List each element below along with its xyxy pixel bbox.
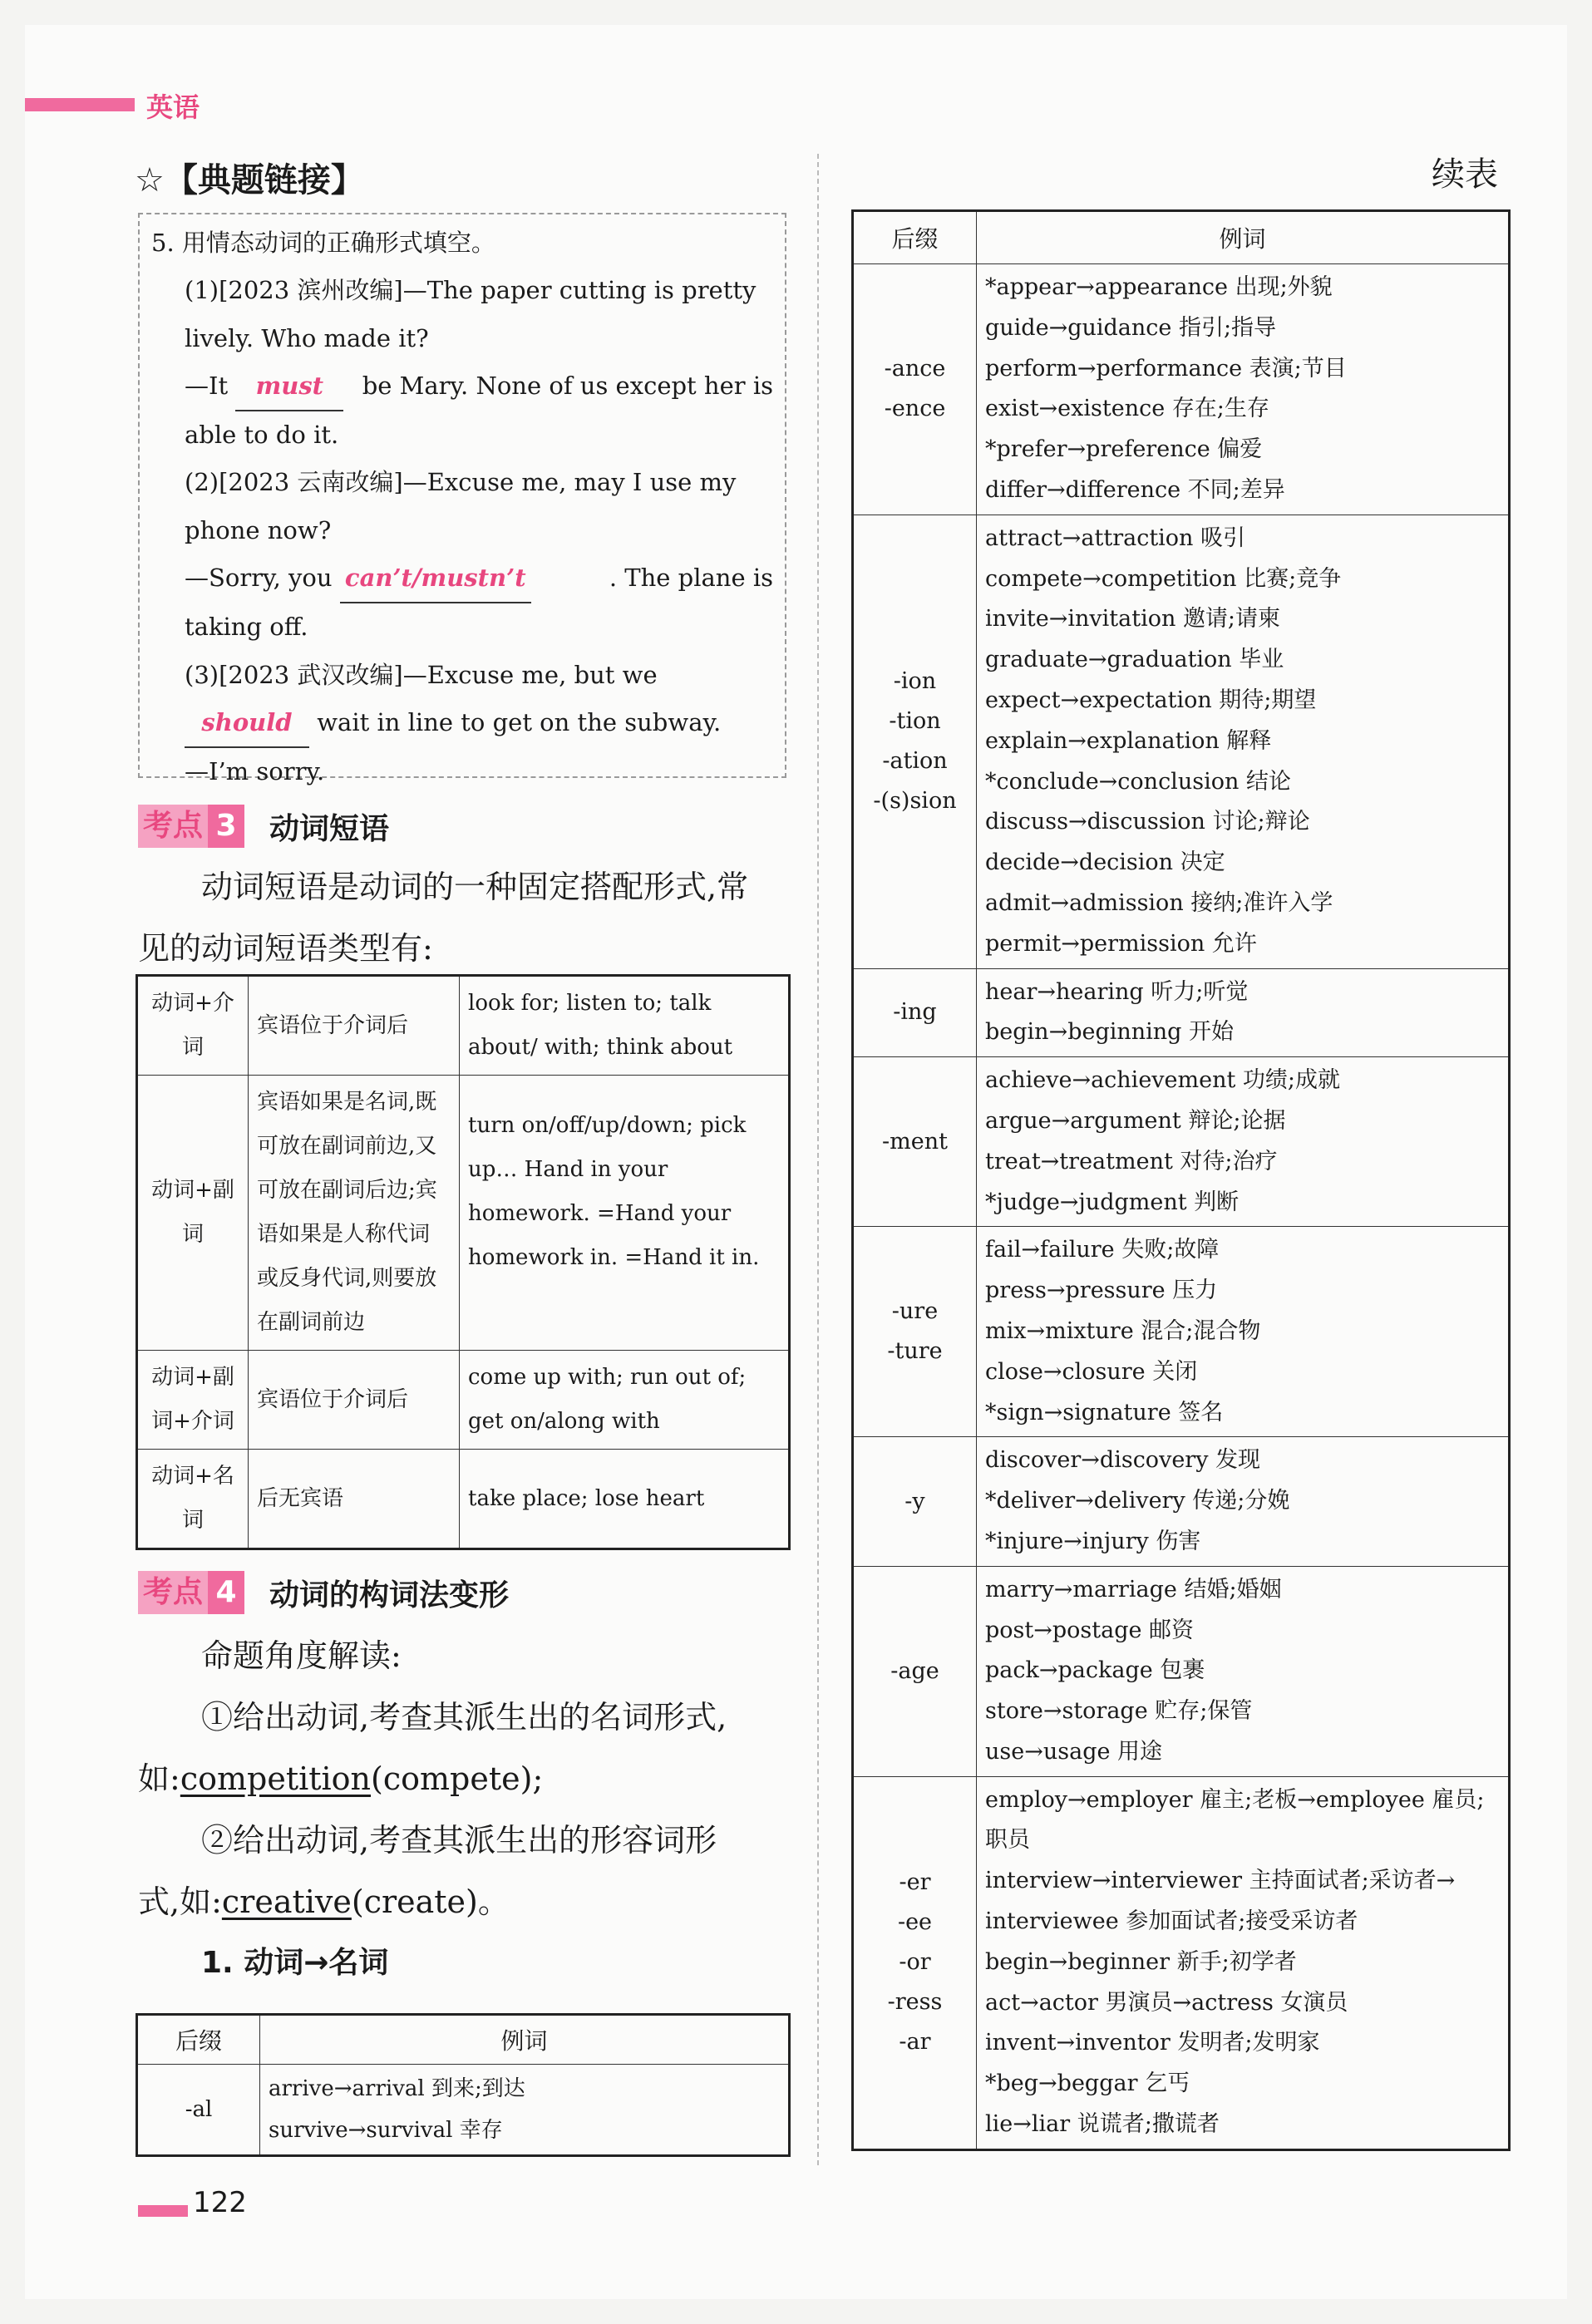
page-number: 122: [193, 2186, 247, 2219]
example: decide→decision 决定: [985, 849, 1225, 876]
table-row: [853, 968, 1510, 1057]
example: invent→inventor 发明者;发明家: [985, 2030, 1320, 2056]
exercise-line: able to do it.: [185, 421, 339, 450]
cell-examples: [977, 1437, 1510, 1566]
intro-line: 动词短语是动词的一种固定搭配形式,常: [201, 869, 749, 905]
example: discover→discovery 发现: [985, 1447, 1261, 1474]
example: differ→difference 不同;差异: [985, 476, 1285, 503]
exercise-line: [151, 554, 773, 603]
example: attract→attraction 吸引: [985, 524, 1246, 551]
example: admit→admission 接纳;准许入学: [985, 889, 1333, 916]
cell-examples: [977, 1566, 1510, 1776]
example: argue→argument 辩论;论据: [985, 1107, 1286, 1134]
example: act→actor 男演员→actress 女演员: [985, 1989, 1348, 2016]
example: hear→hearing 听力;听觉: [985, 978, 1249, 1005]
example: use→usage 用途: [985, 1738, 1163, 1765]
exercise-line: (1)[2023 滨州改编]—The paper cutting is pretty: [185, 276, 757, 305]
table-row: [137, 2065, 790, 2156]
cell-examples: [977, 264, 1510, 515]
cell-examples: [977, 968, 1510, 1057]
answer-blank: should: [185, 699, 309, 748]
example: *injure→injury 伤害: [985, 1528, 1201, 1554]
example: interview→interviewer 主持面试者;采访者→: [985, 1868, 1456, 1894]
underlined-answer: competition: [180, 1760, 372, 1797]
cell-suffix: -ure -ture: [853, 1227, 977, 1437]
section-number: 4: [208, 1571, 244, 1614]
example: *deliver→delivery 传递;分娩: [985, 1488, 1290, 1514]
exercise-line: phone now?: [185, 515, 332, 544]
text: be Mary. None of us except her is: [362, 371, 773, 400]
section-3-header: [138, 805, 389, 848]
table-header: [137, 2015, 790, 2065]
cell-rule: 后无宾语: [249, 1450, 460, 1549]
cell-type: 动词+介词: [137, 976, 249, 1076]
cell-examples: [977, 1227, 1510, 1437]
answer-blank: can’t/mustn’t: [340, 554, 531, 603]
header-suffix: 后缀: [137, 2015, 260, 2065]
section-title: 动词的构词法变形: [269, 1578, 510, 1613]
cell-suffix: -er -ee -or -ress -ar: [853, 1776, 977, 2149]
cell-suffix: -ment: [853, 1057, 977, 1227]
table-row: [853, 1566, 1510, 1776]
table-row: [853, 1776, 1510, 2149]
example: explain→explanation 解释: [985, 727, 1272, 754]
example: begin→beginner 新手;初学者: [985, 1948, 1297, 1975]
example: invite→invitation 邀请;请柬: [985, 606, 1281, 633]
example: survive→survival 幸存: [269, 2118, 503, 2143]
example: perform→performance 表演;节目: [985, 355, 1347, 382]
section-title: 动词短语: [269, 811, 390, 846]
header-examples: 例词: [260, 2015, 790, 2065]
cell-examples: [977, 1057, 1510, 1227]
text: wait in line to get on the subway.: [317, 707, 722, 736]
text: —It: [185, 371, 229, 400]
cell-example: turn on/off/up/down; pick up… Hand in your homework. =Hand your homework in. =Hand it in.: [460, 1076, 790, 1351]
footer-bar: [138, 2205, 188, 2217]
table-row: [853, 264, 1510, 515]
example: employ→employer 雇主;老板→employee 雇员;: [985, 1786, 1485, 1813]
exercise-line: —I’m sorry.: [185, 757, 325, 786]
intro-line: 见的动词短语类型有:: [138, 930, 433, 967]
cell-suffix: -al: [137, 2065, 260, 2156]
underlined-answer: creative: [221, 1883, 352, 1920]
example: compete→competition 比赛;竞争: [985, 565, 1342, 592]
exercise-line: lively. Who made it?: [185, 323, 429, 352]
exercise-line: (3)[2023 武汉改编]—Excuse me, but we: [185, 660, 658, 689]
example: marry→marriage 结婚;婚姻: [985, 1576, 1282, 1603]
example: interviewee 参加面试者;接受采访者: [985, 1908, 1358, 1935]
example: arrive→arrival 到来;到达: [269, 2076, 525, 2101]
example: lie→liar 说谎者;撒谎者: [985, 2111, 1220, 2138]
example: 职员: [985, 1827, 1030, 1854]
table-row: [137, 1076, 790, 1351]
table-header: [853, 211, 1510, 264]
example: exist→existence 存在;生存: [985, 396, 1269, 422]
exercise-line: [151, 699, 773, 748]
example: achieve→achievement 功绩;成就: [985, 1067, 1341, 1094]
cell-suffix: -y: [853, 1437, 977, 1566]
link-title: ☆【典题链接】: [135, 161, 364, 199]
table-row: [137, 1351, 790, 1450]
section-4-text: [138, 1625, 795, 1994]
header-bar: [25, 98, 135, 111]
example: *conclude→conclusion 结论: [985, 768, 1291, 795]
cell-example: look for; listen to; talk about/ with; think about: [460, 976, 790, 1076]
text-line: [138, 1871, 795, 1933]
cell-example: come up with; run out of; get on/along with: [460, 1351, 790, 1450]
example: treat→treatment 对待;治疗: [985, 1148, 1278, 1174]
example: pack→package 包裹: [985, 1657, 1205, 1684]
section-tag: 考点: [138, 1571, 208, 1614]
table-row: [853, 1227, 1510, 1437]
suffix-table: [851, 209, 1511, 2151]
example: permit→permission 允许: [985, 930, 1257, 957]
text-line: ①给出动词,考查其派生出的名词形式,: [201, 1699, 727, 1736]
text: 如:: [138, 1760, 180, 1797]
example: *sign→signature 签名: [985, 1399, 1224, 1425]
cell-type: 动词+名词: [137, 1450, 249, 1549]
example: fail→failure 失败;故障: [985, 1237, 1220, 1263]
text-line: [138, 1748, 795, 1809]
exercise-line: 5. 用情态动词的正确形式填空。: [151, 229, 495, 257]
cell-examples: [977, 515, 1510, 968]
example: expect→expectation 期待;期望: [985, 687, 1317, 713]
section-tag: 考点: [138, 805, 208, 848]
cell-rule: 宾语如果是名词,既可放在副词前边,又可放在副词后边;宾语如果是人称代词或反身代词,则要放在副词前边: [249, 1076, 460, 1351]
header-suffix: 后缀: [853, 211, 977, 264]
section-number: 3: [208, 805, 244, 848]
cell-suffix: -ance -ence: [853, 264, 977, 515]
exercise-box: [138, 213, 786, 786]
example: *appear→appearance 出现;外貌: [985, 274, 1333, 300]
table-row: [853, 515, 1510, 968]
column-divider: [817, 154, 819, 2165]
text: 式,如:: [138, 1883, 222, 1920]
phrase-table: [136, 974, 791, 1550]
example: *beg→beggar 乞丐: [985, 2070, 1190, 2097]
example: guide→guidance 指引;指导: [985, 314, 1277, 341]
example: mix→mixture 混合;混合物: [985, 1317, 1261, 1344]
cell-type: 动词+副词+介词: [137, 1351, 249, 1450]
example: close→closure 关闭: [985, 1358, 1198, 1385]
section-3-intro: [138, 856, 748, 979]
subheading: 1. 动词→名词: [201, 1946, 389, 1980]
cell-example: take place; lose heart: [460, 1450, 790, 1549]
example: graduate→graduation 毕业: [985, 647, 1284, 673]
table-row: [137, 976, 790, 1076]
exercise-line: (2)[2023 云南改编]—Excuse me, may I use my: [185, 468, 737, 497]
section-4-header: [138, 1571, 509, 1614]
table-row: [853, 1057, 1510, 1227]
text: (compete);: [371, 1760, 544, 1797]
header-examples: 例词: [977, 211, 1510, 264]
text-line: ②给出动词,考查其派生出的形容词形: [201, 1822, 717, 1859]
subject-label: 英语: [146, 91, 200, 123]
table-row: [853, 1437, 1510, 1566]
text: —Sorry, you: [185, 564, 333, 593]
example: store→storage 贮存;保管: [985, 1698, 1253, 1725]
text: (create)。: [351, 1883, 510, 1920]
cell-suffix: -ion -tion -ation -(s)sion: [853, 515, 977, 968]
answer-blank: must: [235, 362, 343, 411]
cell-examples: [260, 2065, 790, 2156]
example: *prefer→preference 偏爱: [985, 436, 1263, 463]
exercise-line: taking off.: [185, 613, 308, 642]
exercise-line: [151, 362, 773, 411]
cell-type: 动词+副词: [137, 1076, 249, 1351]
example: press→pressure 压力: [985, 1278, 1218, 1304]
al-table: [136, 2013, 791, 2157]
example: *judge→judgment 判断: [985, 1189, 1240, 1215]
text-line: 命题角度解读:: [201, 1637, 402, 1674]
example: post→postage 邮资: [985, 1617, 1195, 1643]
cell-rule: 宾语位于介词后: [249, 976, 460, 1076]
text: . The plane is: [609, 564, 773, 593]
cell-suffix: -ing: [853, 968, 977, 1057]
example: begin→beginning 开始: [985, 1019, 1235, 1046]
cell-examples: [977, 1776, 1510, 2149]
cell-rule: 宾语位于介词后: [249, 1351, 460, 1450]
table-row: [137, 1450, 790, 1549]
continued-label: 续表: [1432, 155, 1498, 194]
example: discuss→discussion 讨论;辩论: [985, 809, 1310, 835]
cell-suffix: -age: [853, 1566, 977, 1776]
